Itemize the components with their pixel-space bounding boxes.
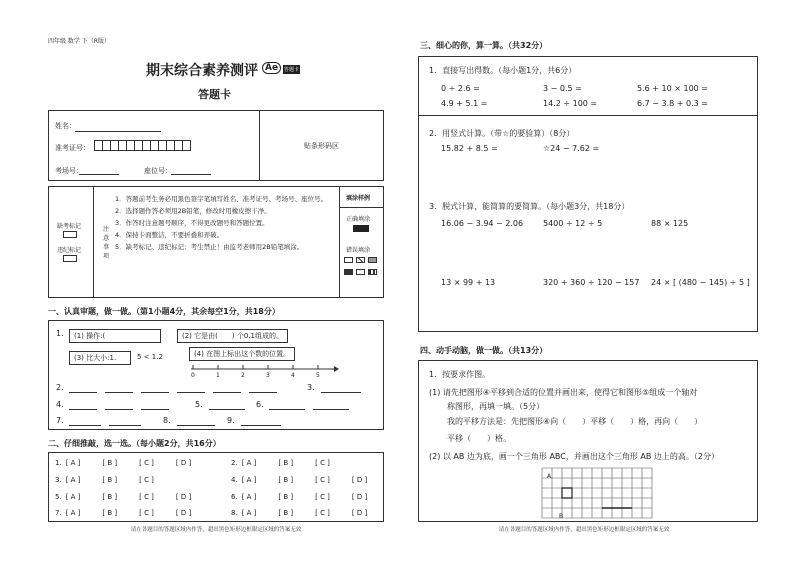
choice-d[interactable]: [ D ] [175,509,192,517]
q-heading: 2．用竖式计算。（带☆的要验算）（8分） [429,129,575,138]
choice-c[interactable]: [ C ] [139,476,154,484]
expression: 6.7 − 3.8 + 0.3 = [637,99,708,108]
q-heading: 1．按要求作图。 [429,370,491,379]
choice-row [231,459,348,467]
violation-mark-label: 违纪标记 [57,247,82,254]
section3-title: 三、细心的你，算一算。（共32分） [420,41,548,50]
choice-b[interactable]: [ B ] [102,476,118,484]
room-label: 考场号： [55,167,83,175]
answer-1-3[interactable]: (3) 比大小:1. [69,351,131,365]
choice-row [55,476,172,484]
ticket-boxes[interactable] [95,140,191,151]
choice-d[interactable]: [ D ] [351,493,368,501]
grade-label: 四年级 数学 下（R版） [48,38,110,45]
sample-title: 填涂样例 [346,195,371,202]
choice-c[interactable]: [ C ] [315,493,330,501]
expression: 16.06 − 3.94 − 2.06 [441,219,524,228]
blank[interactable] [241,425,281,426]
expression: 3 − 0.5 = [543,84,582,93]
subtitle: 答题卡 [198,88,231,101]
choice-c[interactable]: [ C ] [139,459,154,467]
page-title: 期末综合素养测评 [146,63,258,79]
expression: 0 ÷ 2.6 = [441,84,480,93]
expression: 24 × [ (480 − 145) ÷ 5 ] [651,278,750,287]
section2-title: 二、仔细推敲，选一选。（每小题2分，共16分） [48,439,221,448]
blank[interactable] [249,392,277,393]
blank[interactable] [209,409,245,410]
sample-area [339,187,384,297]
blank[interactable] [313,409,349,410]
footer-note: 请在各题目的答题区域内作答，超出黑色矩形边框限定区域的答案无效 [498,527,670,533]
choice-c[interactable]: [ C ] [139,493,154,501]
q-number: 2. [231,459,238,467]
choice-row [55,509,209,517]
blank[interactable] [69,425,101,426]
section4-box [418,360,758,522]
choice-c[interactable]: [ C ] [315,509,330,517]
choice-c[interactable]: [ C ] [315,459,330,467]
expression: 14.2 ÷ 100 = [543,99,598,108]
ticket-label: 准考证号： [55,144,90,152]
tick-label: 0 [191,372,195,379]
choice-a[interactable]: [ A ] [241,476,257,484]
section4-title: 四、动手动脑，做一做。（共13分） [420,346,548,355]
choice-c[interactable]: [ C ] [315,476,330,484]
q-heading: 1．直接写出得数。（每小题1分，共6分） [429,66,577,75]
expression: 320 + 360 ÷ 120 − 157 [543,278,640,287]
barcode-area [259,110,385,181]
q-number: 8. [231,509,238,517]
blank[interactable] [109,425,141,426]
choice-a[interactable]: [ A ] [65,459,81,467]
tick-label: 4 [291,372,295,379]
instruction: 称图形，再填一填。（5分） [447,402,545,411]
instruction: (1) 请先把图形④平移到合适的位置并画出来，使得它和图形⑤组成一个轴对 [429,388,698,397]
choice-d[interactable]: [ D ] [175,493,192,501]
choice-a[interactable]: [ A ] [241,459,257,467]
choice-a[interactable]: [ A ] [241,493,257,501]
choice-c[interactable]: [ C ] [139,509,154,517]
choice-b[interactable]: [ B ] [278,509,294,517]
absent-mark-box[interactable] [63,231,77,238]
section3-box [418,56,758,332]
q-number: 1. [55,459,62,467]
info-box [48,110,384,181]
choice-d[interactable]: [ D ] [175,459,192,467]
instruction: 我的平移方法是：先把图形④向（ ）平移（ ）格，再向（ ） [447,417,703,426]
choice-row [231,493,385,501]
expression: 15.82 + 8.5 = [441,144,498,153]
note-item: 4．保持卡面整洁，不要折叠和弄破。 [115,231,224,239]
blank[interactable] [213,392,241,393]
seat-field[interactable] [171,174,211,175]
tick-label: 2 [241,372,245,379]
q-number: 4. [56,400,64,409]
blank[interactable] [141,409,169,410]
choice-b[interactable]: [ B ] [102,509,118,517]
instruction: 平移（ ）格。 [447,434,511,443]
section1-box [48,320,384,430]
footer-note: 请在各题目的答题区域内作答，超出黑色矩形边框限定区域的答案无效 [130,527,302,533]
expression: 5.6 + 10 × 100 = [637,84,708,93]
point-b-label: B [559,513,564,520]
compare-expression: 5 < 1.2 [137,353,163,361]
notes-side-label: 注意事项 [103,226,110,260]
choice-b[interactable]: [ B ] [278,493,294,501]
q-number: 7. [55,509,62,517]
tick-label: 3 [266,372,270,379]
choice-b[interactable]: [ B ] [278,459,294,467]
answer-1-1[interactable]: (1) 操作:( [69,329,161,343]
note-item: 2．选择题作答必须用2B铅笔，修改时用橡皮擦干净。 [115,207,271,215]
choice-row [231,476,385,484]
choice-a[interactable]: [ A ] [65,493,81,501]
blank[interactable] [177,392,205,393]
expression: 88 × 125 [651,219,689,228]
choice-b[interactable]: [ B ] [102,459,118,467]
correct-label: 正确填涂 [346,216,371,223]
answer-1-2[interactable]: (2) 它是由( ) 个0.1组成的。 [177,329,288,343]
blank[interactable] [141,392,169,393]
blank[interactable] [105,392,133,393]
choice-b[interactable]: [ B ] [102,493,118,501]
choice-a[interactable]: [ A ] [65,476,81,484]
choice-a[interactable]: [ A ] [241,509,257,517]
name-label: 姓名： [55,122,76,130]
name-field[interactable] [75,131,161,132]
blank[interactable] [105,409,133,410]
note-item: 3．作答时注意题号顺序，不得更改题号和答题位置。 [115,219,269,227]
instruction: (2) 以 AB 边为底，画一个三角形 ABC，并画出这个三角形 AB 边上的高。（2分） [429,452,720,461]
blank[interactable] [69,409,97,410]
notes-list [115,193,337,253]
q-number: 3. [55,476,62,484]
expression: 5400 ÷ 12 ÷ 5 [543,219,603,228]
barcode-label: 贴条形码区 [304,142,339,150]
point-a-label: A [547,473,552,480]
blank[interactable] [69,392,97,393]
correct-fill-sample [353,225,369,232]
q-number: 7. [56,416,64,425]
tick-label: 1 [216,372,220,379]
q-number: 4. [231,476,238,484]
expression: ☆24 − 7.62 = [543,144,600,153]
section1-title: 一、认真审题，做一做。（第1小题4分，其余每空1分，共18分） [48,307,280,316]
q-number: 6. [256,400,264,409]
absent-mark-label: 缺考标记 [57,223,82,230]
room-field[interactable] [79,174,119,175]
wrong-fill-samples [344,257,377,263]
section2-box [48,452,384,522]
choice-row [55,459,209,467]
answer-1-4[interactable]: (4) 在图上标出这个数的位置。 [189,347,295,361]
blank[interactable] [269,409,305,410]
violation-mark-box[interactable] [63,255,77,262]
note-item: 5．缺考标记、违纪标记：考生禁止！由监考老师用2B铅笔填涂。 [115,243,304,251]
expression: 13 × 99 + 13 [441,278,496,287]
q-number: 8. [163,416,171,425]
notes-box [48,186,384,298]
grid-canvas[interactable] [541,467,653,519]
q-number: 9. [227,416,235,425]
tick-label: 5 [316,372,320,379]
q-number: 5. [55,493,62,501]
q-number: 1. [56,329,64,338]
q-number: 6. [231,493,238,501]
q-number: 2. [56,383,64,392]
q-heading: 3．脱式计算，能简算的要简算。（每小题3分，共18分） [429,202,630,211]
q-number: 3. [307,383,315,392]
choice-row [55,493,209,501]
badge: Ae [262,62,281,74]
choice-row [231,509,385,517]
choice-a[interactable]: [ A ] [65,509,81,517]
blank[interactable] [321,392,361,393]
seat-label: 座位号： [144,167,172,175]
choice-b[interactable]: [ B ] [278,476,294,484]
badge-sub: 答题卡 [284,67,300,73]
wrong-label: 错误填涂 [346,247,371,254]
choice-d[interactable]: [ D ] [351,476,368,484]
expression: 4.9 + 5.1 = [441,99,488,108]
q-number: 5. [195,400,203,409]
blank[interactable] [177,425,215,426]
choice-d[interactable]: [ D ] [351,509,368,517]
note-item: 1．答题前考生务必用黑色签字笔填写姓名、准考证号、考场号、座位号。 [115,195,328,203]
